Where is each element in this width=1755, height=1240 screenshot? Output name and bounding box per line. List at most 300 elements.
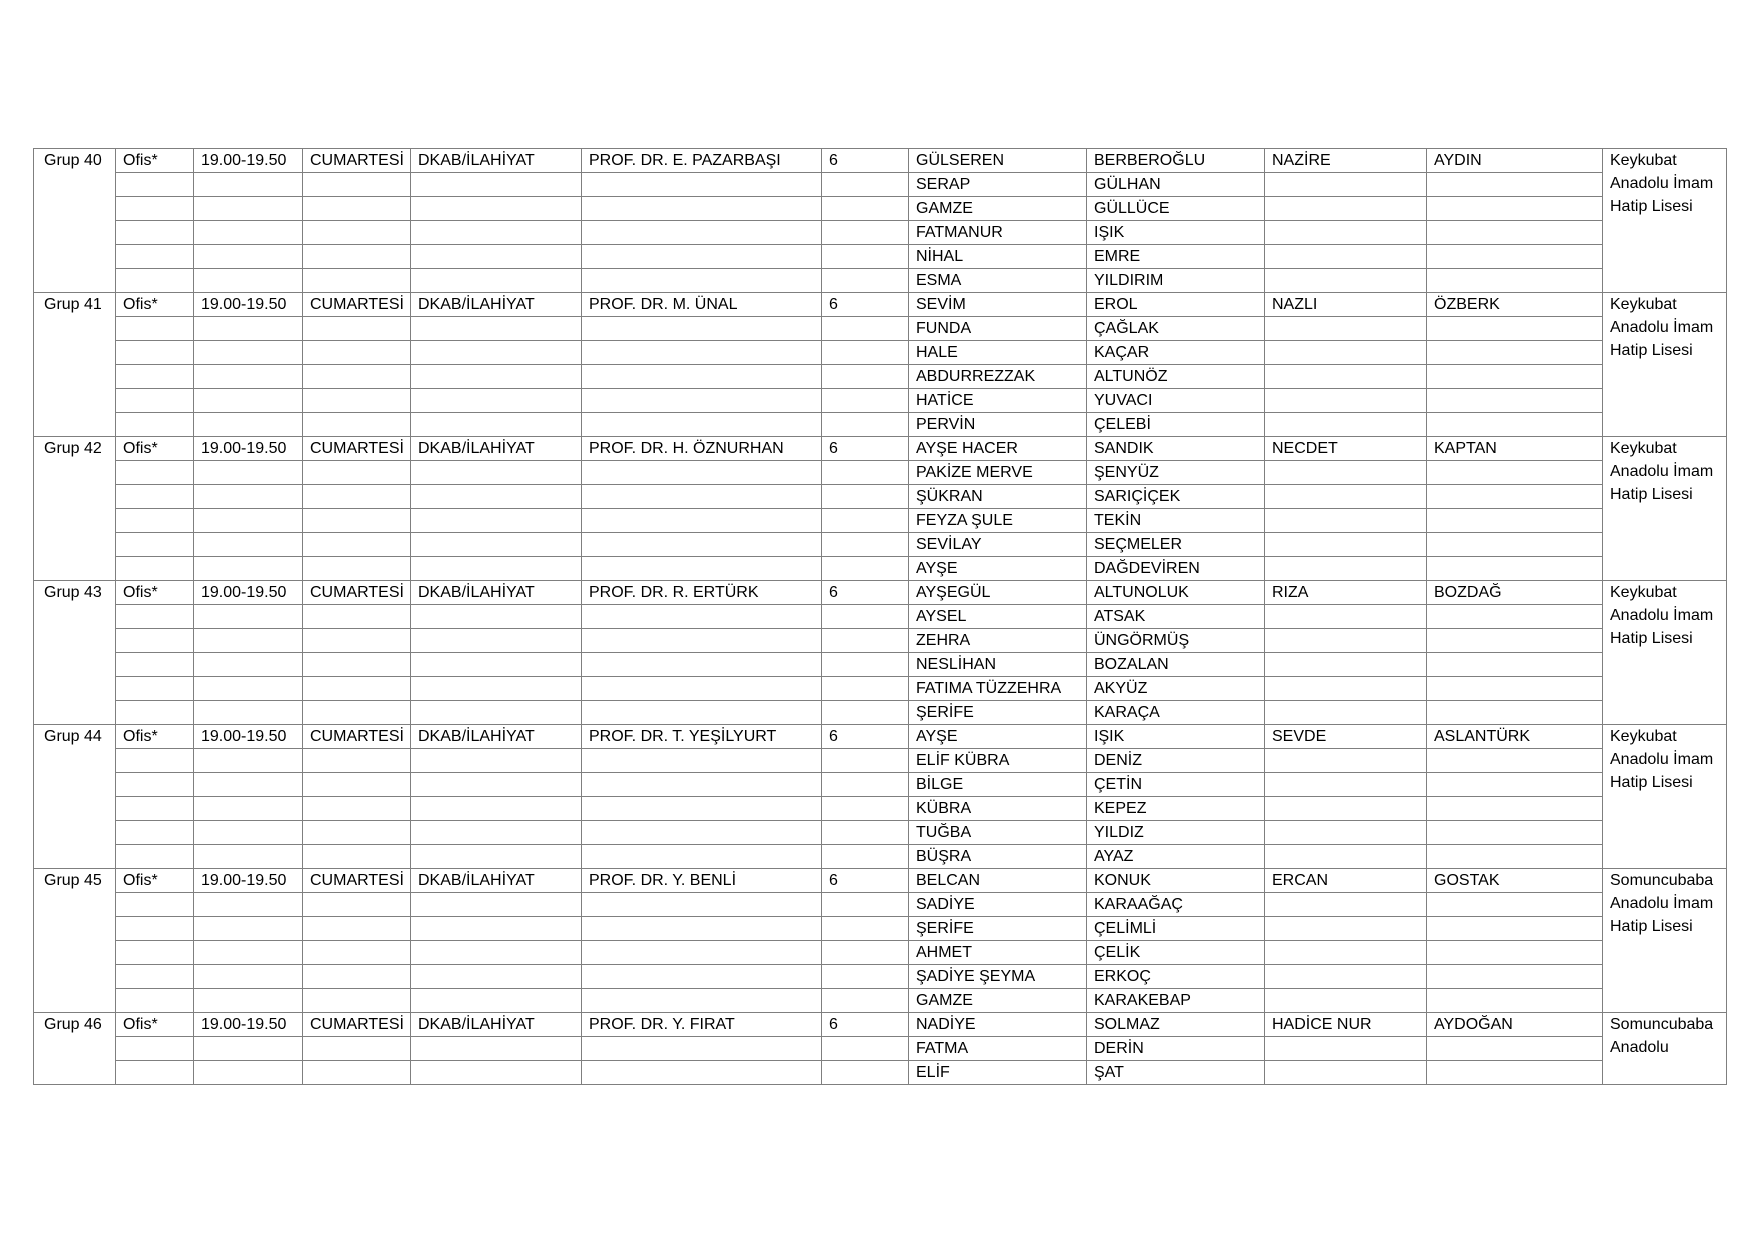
empty-cell (411, 605, 582, 629)
empty-cell (116, 701, 194, 725)
student-first-name-cell: ABDURREZZAK (909, 365, 1087, 389)
empty-cell (1265, 773, 1427, 797)
empty-cell (582, 557, 822, 581)
student-first-name-cell: GÜLSEREN (909, 149, 1087, 173)
table-row (34, 821, 1727, 845)
empty-cell (303, 1061, 411, 1085)
empty-cell (582, 989, 822, 1013)
table-row (34, 653, 1727, 677)
student-first-name-cell: ZEHRA (909, 629, 1087, 653)
count-cell: 6 (822, 437, 909, 461)
empty-cell (194, 341, 303, 365)
empty-cell (116, 797, 194, 821)
empty-cell (116, 893, 194, 917)
empty-cell (1427, 749, 1603, 773)
empty-cell (822, 197, 909, 221)
professor-cell: PROF. DR. R. ERTÜRK (582, 581, 822, 605)
empty-cell (822, 173, 909, 197)
student-first-name-cell: SEVİLAY (909, 533, 1087, 557)
count-cell: 6 (822, 149, 909, 173)
empty-cell (822, 773, 909, 797)
empty-cell (1265, 533, 1427, 557)
empty-cell (1427, 1037, 1603, 1061)
empty-cell (411, 653, 582, 677)
empty-cell (116, 605, 194, 629)
empty-cell (411, 1037, 582, 1061)
table-row (34, 773, 1727, 797)
empty-cell (1265, 365, 1427, 389)
empty-cell (822, 749, 909, 773)
empty-cell (582, 461, 822, 485)
empty-cell (1427, 533, 1603, 557)
empty-cell (1427, 317, 1603, 341)
empty-cell (582, 605, 822, 629)
empty-cell (1427, 941, 1603, 965)
group-name-cell: Grup 45 (34, 869, 116, 1013)
empty-cell (1265, 341, 1427, 365)
empty-cell (194, 557, 303, 581)
group-name-cell: Grup 46 (34, 1013, 116, 1085)
empty-cell (116, 653, 194, 677)
empty-cell (582, 629, 822, 653)
empty-cell (1427, 629, 1603, 653)
empty-cell (194, 461, 303, 485)
table-row (34, 437, 1727, 461)
empty-cell (1265, 221, 1427, 245)
empty-cell (582, 893, 822, 917)
empty-cell (194, 773, 303, 797)
student-last-name-cell: IŞIK (1087, 725, 1265, 749)
empty-cell (303, 797, 411, 821)
empty-cell (411, 893, 582, 917)
empty-cell (1265, 413, 1427, 437)
empty-cell (303, 773, 411, 797)
table-row (34, 413, 1727, 437)
table-row (34, 629, 1727, 653)
empty-cell (582, 197, 822, 221)
place-cell: Ofis* (116, 581, 194, 605)
empty-cell (411, 677, 582, 701)
empty-cell (1265, 941, 1427, 965)
empty-cell (582, 1037, 822, 1061)
day-cell: CUMARTESİ (303, 581, 411, 605)
student-first-name-cell: NİHAL (909, 245, 1087, 269)
student-last-name-cell: ŞAT (1087, 1061, 1265, 1085)
empty-cell (411, 701, 582, 725)
branch-cell: DKAB/İLAHİYAT (411, 149, 582, 173)
empty-cell (1265, 389, 1427, 413)
empty-cell (303, 821, 411, 845)
empty-cell (411, 749, 582, 773)
empty-cell (194, 653, 303, 677)
empty-cell (582, 653, 822, 677)
empty-cell (582, 245, 822, 269)
empty-cell (822, 797, 909, 821)
table-row (34, 485, 1727, 509)
empty-cell (582, 341, 822, 365)
mentor-first-name-cell: NAZİRE (1265, 149, 1427, 173)
empty-cell (116, 677, 194, 701)
student-last-name-cell: DENİZ (1087, 749, 1265, 773)
empty-cell (822, 485, 909, 509)
student-first-name-cell: SEVİM (909, 293, 1087, 317)
empty-cell (303, 197, 411, 221)
empty-cell (116, 749, 194, 773)
student-first-name-cell: ELİF (909, 1061, 1087, 1085)
time-cell: 19.00-19.50 (194, 869, 303, 893)
empty-cell (582, 269, 822, 293)
empty-cell (303, 317, 411, 341)
school-cell: Keykubat Anadolu İmam Hatip Lisesi (1603, 725, 1727, 869)
empty-cell (822, 965, 909, 989)
empty-cell (582, 221, 822, 245)
group-name-cell: Grup 41 (34, 293, 116, 437)
place-cell: Ofis* (116, 869, 194, 893)
empty-cell (411, 341, 582, 365)
empty-cell (194, 413, 303, 437)
table-row (34, 869, 1727, 893)
empty-cell (194, 893, 303, 917)
empty-cell (1427, 221, 1603, 245)
student-first-name-cell: AYŞE HACER (909, 437, 1087, 461)
student-first-name-cell: SERAP (909, 173, 1087, 197)
student-first-name-cell: GAMZE (909, 197, 1087, 221)
branch-cell: DKAB/İLAHİYAT (411, 293, 582, 317)
professor-cell: PROF. DR. Y. FIRAT (582, 1013, 822, 1037)
student-first-name-cell: FATIMA TÜZZEHRA (909, 677, 1087, 701)
student-first-name-cell: GAMZE (909, 989, 1087, 1013)
student-first-name-cell: FATMANUR (909, 221, 1087, 245)
empty-cell (1265, 965, 1427, 989)
student-first-name-cell: ŞERİFE (909, 917, 1087, 941)
student-last-name-cell: BOZALAN (1087, 653, 1265, 677)
empty-cell (411, 269, 582, 293)
table-row (34, 701, 1727, 725)
empty-cell (116, 173, 194, 197)
empty-cell (303, 917, 411, 941)
empty-cell (194, 941, 303, 965)
student-first-name-cell: NADİYE (909, 1013, 1087, 1037)
student-first-name-cell: ESMA (909, 269, 1087, 293)
empty-cell (1427, 965, 1603, 989)
empty-cell (194, 173, 303, 197)
table-row (34, 509, 1727, 533)
mentor-last-name-cell: ASLANTÜRK (1427, 725, 1603, 749)
empty-cell (303, 965, 411, 989)
student-last-name-cell: ATSAK (1087, 605, 1265, 629)
empty-cell (582, 677, 822, 701)
empty-cell (411, 461, 582, 485)
empty-cell (411, 173, 582, 197)
empty-cell (582, 317, 822, 341)
empty-cell (194, 533, 303, 557)
empty-cell (582, 365, 822, 389)
time-cell: 19.00-19.50 (194, 437, 303, 461)
empty-cell (1265, 893, 1427, 917)
empty-cell (1265, 605, 1427, 629)
empty-cell (116, 917, 194, 941)
empty-cell (116, 965, 194, 989)
mentor-last-name-cell: GOSTAK (1427, 869, 1603, 893)
empty-cell (116, 1037, 194, 1061)
empty-cell (411, 557, 582, 581)
empty-cell (822, 365, 909, 389)
empty-cell (116, 245, 194, 269)
professor-cell: PROF. DR. M. ÜNAL (582, 293, 822, 317)
student-first-name-cell: PAKİZE MERVE (909, 461, 1087, 485)
empty-cell (116, 845, 194, 869)
student-first-name-cell: FEYZA ŞULE (909, 509, 1087, 533)
student-last-name-cell: AYAZ (1087, 845, 1265, 869)
empty-cell (194, 821, 303, 845)
table-row (34, 389, 1727, 413)
empty-cell (194, 845, 303, 869)
empty-cell (411, 629, 582, 653)
table-row (34, 605, 1727, 629)
empty-cell (116, 269, 194, 293)
time-cell: 19.00-19.50 (194, 149, 303, 173)
empty-cell (582, 509, 822, 533)
empty-cell (1427, 197, 1603, 221)
student-last-name-cell: DAĞDEVİREN (1087, 557, 1265, 581)
group-name-cell: Grup 42 (34, 437, 116, 581)
table-row (34, 173, 1727, 197)
empty-cell (303, 677, 411, 701)
empty-cell (411, 773, 582, 797)
empty-cell (411, 389, 582, 413)
empty-cell (194, 365, 303, 389)
empty-cell (411, 941, 582, 965)
mentor-last-name-cell: ÖZBERK (1427, 293, 1603, 317)
empty-cell (822, 821, 909, 845)
empty-cell (1265, 173, 1427, 197)
empty-cell (303, 557, 411, 581)
table-row (34, 269, 1727, 293)
table-row (34, 1013, 1727, 1037)
empty-cell (116, 389, 194, 413)
table-row (34, 797, 1727, 821)
student-first-name-cell: ŞÜKRAN (909, 485, 1087, 509)
table-row (34, 989, 1727, 1013)
empty-cell (822, 221, 909, 245)
empty-cell (303, 989, 411, 1013)
mentor-last-name-cell: AYDIN (1427, 149, 1603, 173)
empty-cell (194, 749, 303, 773)
empty-cell (411, 989, 582, 1013)
empty-cell (194, 797, 303, 821)
empty-cell (411, 197, 582, 221)
student-last-name-cell: GÜLLÜCE (1087, 197, 1265, 221)
empty-cell (1427, 269, 1603, 293)
student-first-name-cell: AYŞEGÜL (909, 581, 1087, 605)
table-row (34, 341, 1727, 365)
empty-cell (1427, 341, 1603, 365)
time-cell: 19.00-19.50 (194, 581, 303, 605)
day-cell: CUMARTESİ (303, 293, 411, 317)
empty-cell (116, 317, 194, 341)
empty-cell (116, 341, 194, 365)
count-cell: 6 (822, 581, 909, 605)
student-first-name-cell: HALE (909, 341, 1087, 365)
empty-cell (1265, 461, 1427, 485)
empty-cell (1427, 173, 1603, 197)
student-first-name-cell: FATMA (909, 1037, 1087, 1061)
empty-cell (822, 845, 909, 869)
table-row (34, 581, 1727, 605)
student-last-name-cell: DERİN (1087, 1037, 1265, 1061)
empty-cell (303, 461, 411, 485)
student-first-name-cell: BİLGE (909, 773, 1087, 797)
student-first-name-cell: HATİCE (909, 389, 1087, 413)
table-row (34, 749, 1727, 773)
student-last-name-cell: SEÇMELER (1087, 533, 1265, 557)
empty-cell (822, 509, 909, 533)
empty-cell (582, 701, 822, 725)
empty-cell (1427, 389, 1603, 413)
empty-cell (582, 173, 822, 197)
empty-cell (194, 485, 303, 509)
group-name-cell: Grup 43 (34, 581, 116, 725)
empty-cell (582, 1061, 822, 1085)
empty-cell (582, 941, 822, 965)
student-first-name-cell: AYSEL (909, 605, 1087, 629)
empty-cell (822, 245, 909, 269)
time-cell: 19.00-19.50 (194, 725, 303, 749)
empty-cell (303, 509, 411, 533)
empty-cell (303, 389, 411, 413)
empty-cell (303, 413, 411, 437)
student-last-name-cell: GÜLHAN (1087, 173, 1265, 197)
empty-cell (1265, 245, 1427, 269)
empty-cell (194, 389, 303, 413)
empty-cell (411, 317, 582, 341)
table-row (34, 317, 1727, 341)
student-last-name-cell: KEPEZ (1087, 797, 1265, 821)
empty-cell (822, 557, 909, 581)
empty-cell (822, 269, 909, 293)
group-name-cell: Grup 40 (34, 149, 116, 293)
empty-cell (822, 989, 909, 1013)
professor-cell: PROF. DR. T. YEŞİLYURT (582, 725, 822, 749)
mentor-first-name-cell: RIZA (1265, 581, 1427, 605)
student-last-name-cell: ERKOÇ (1087, 965, 1265, 989)
student-first-name-cell: FUNDA (909, 317, 1087, 341)
place-cell: Ofis* (116, 1013, 194, 1037)
student-last-name-cell: AKYÜZ (1087, 677, 1265, 701)
empty-cell (303, 1037, 411, 1061)
student-last-name-cell: SANDIK (1087, 437, 1265, 461)
student-last-name-cell: KONUK (1087, 869, 1265, 893)
assignment-table (33, 148, 1727, 1085)
table-row (34, 1061, 1727, 1085)
empty-cell (303, 893, 411, 917)
table-row (34, 245, 1727, 269)
table-row (34, 533, 1727, 557)
student-last-name-cell: KARAÇA (1087, 701, 1265, 725)
empty-cell (1265, 653, 1427, 677)
professor-cell: PROF. DR. Y. BENLİ (582, 869, 822, 893)
empty-cell (194, 605, 303, 629)
empty-cell (411, 365, 582, 389)
empty-cell (116, 365, 194, 389)
day-cell: CUMARTESİ (303, 1013, 411, 1037)
empty-cell (822, 413, 909, 437)
empty-cell (411, 1061, 582, 1085)
place-cell: Ofis* (116, 149, 194, 173)
empty-cell (822, 389, 909, 413)
student-first-name-cell: BELCAN (909, 869, 1087, 893)
empty-cell (116, 557, 194, 581)
branch-cell: DKAB/İLAHİYAT (411, 1013, 582, 1037)
student-last-name-cell: ŞENYÜZ (1087, 461, 1265, 485)
empty-cell (303, 341, 411, 365)
student-first-name-cell: NESLİHAN (909, 653, 1087, 677)
empty-cell (411, 509, 582, 533)
branch-cell: DKAB/İLAHİYAT (411, 725, 582, 749)
empty-cell (822, 677, 909, 701)
empty-cell (411, 413, 582, 437)
empty-cell (1265, 821, 1427, 845)
empty-cell (1427, 245, 1603, 269)
empty-cell (822, 1061, 909, 1085)
empty-cell (411, 245, 582, 269)
table-row (34, 149, 1727, 173)
empty-cell (822, 629, 909, 653)
empty-cell (194, 965, 303, 989)
empty-cell (822, 941, 909, 965)
student-last-name-cell: ÇETİN (1087, 773, 1265, 797)
empty-cell (194, 677, 303, 701)
empty-cell (1265, 1037, 1427, 1061)
group-name-cell: Grup 44 (34, 725, 116, 869)
mentor-last-name-cell: AYDOĞAN (1427, 1013, 1603, 1037)
empty-cell (194, 917, 303, 941)
empty-cell (116, 221, 194, 245)
day-cell: CUMARTESİ (303, 869, 411, 893)
place-cell: Ofis* (116, 293, 194, 317)
empty-cell (411, 845, 582, 869)
empty-cell (582, 965, 822, 989)
empty-cell (1427, 365, 1603, 389)
school-cell: Somuncubaba Anadolu İmam Hatip Lisesi (1603, 869, 1727, 1013)
empty-cell (1265, 557, 1427, 581)
empty-cell (411, 917, 582, 941)
empty-cell (1265, 749, 1427, 773)
empty-cell (116, 989, 194, 1013)
student-last-name-cell: ALTUNOLUK (1087, 581, 1265, 605)
empty-cell (582, 845, 822, 869)
school-cell: Keykubat Anadolu İmam Hatip Lisesi (1603, 437, 1727, 581)
empty-cell (116, 773, 194, 797)
time-cell: 19.00-19.50 (194, 293, 303, 317)
empty-cell (822, 893, 909, 917)
empty-cell (116, 197, 194, 221)
empty-cell (582, 797, 822, 821)
student-last-name-cell: ÇELEBİ (1087, 413, 1265, 437)
empty-cell (1427, 605, 1603, 629)
student-last-name-cell: SOLMAZ (1087, 1013, 1265, 1037)
empty-cell (1427, 893, 1603, 917)
empty-cell (411, 221, 582, 245)
empty-cell (1427, 653, 1603, 677)
empty-cell (1427, 701, 1603, 725)
professor-cell: PROF. DR. E. PAZARBAŞI (582, 149, 822, 173)
empty-cell (116, 1061, 194, 1085)
empty-cell (194, 509, 303, 533)
student-first-name-cell: ŞERİFE (909, 701, 1087, 725)
student-first-name-cell: AYŞE (909, 557, 1087, 581)
empty-cell (116, 821, 194, 845)
